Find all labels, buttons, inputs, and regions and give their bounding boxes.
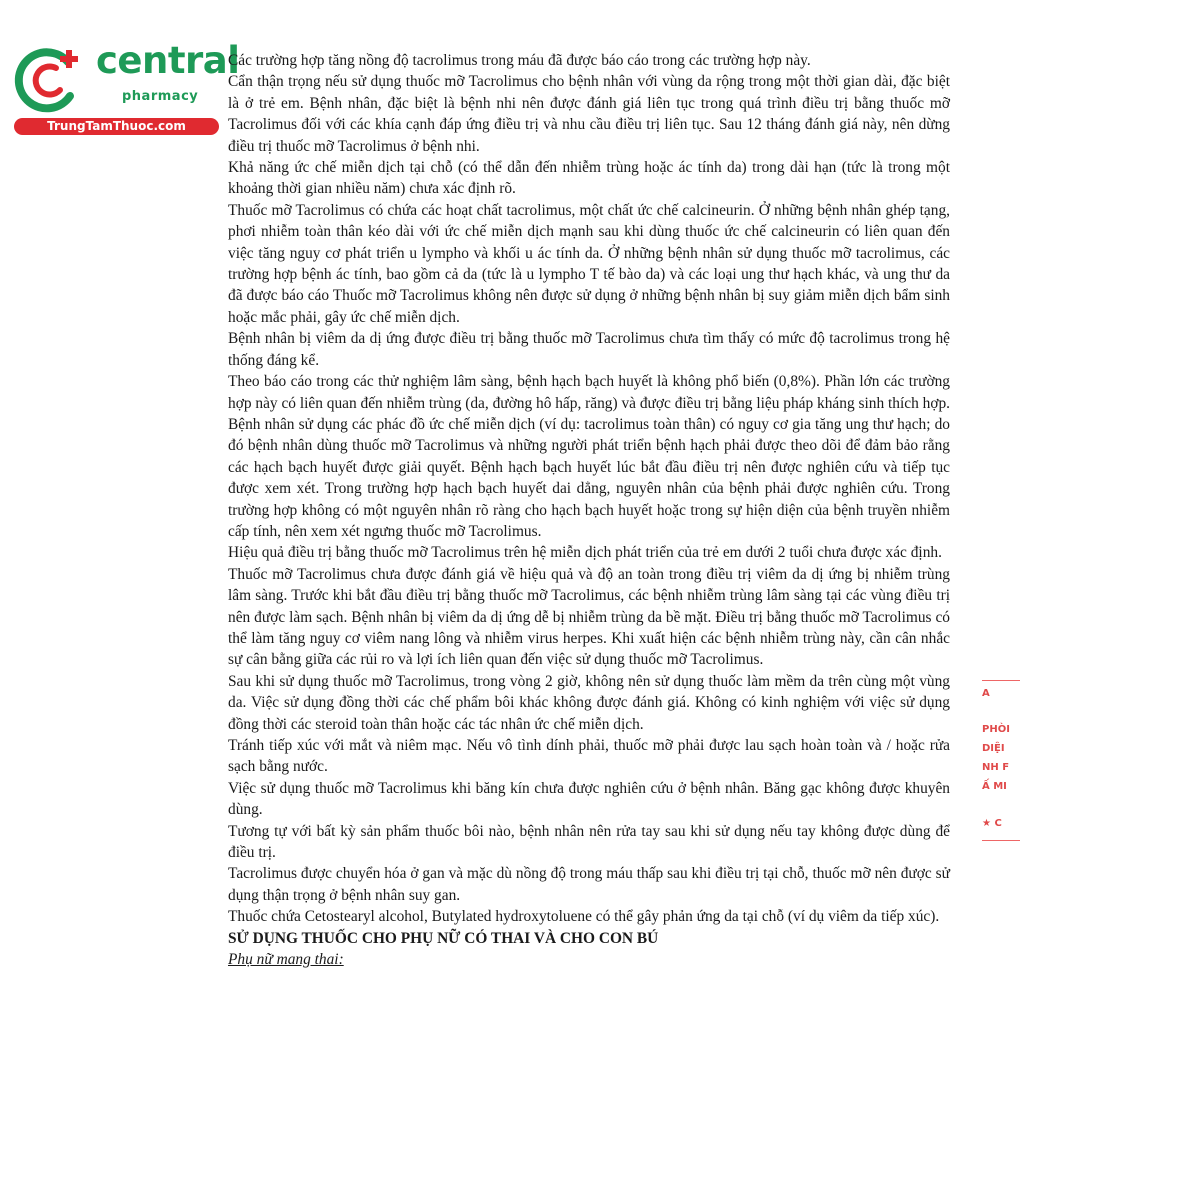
subheading: Phụ nữ mang thai: (228, 951, 344, 969)
paragraph: Tương tự với bất kỳ sản phẩm thuốc bôi nào, bệnh nhân nên rửa tay sau khi sử dụng nếu tay không được dùng để điều trị. (228, 822, 950, 862)
paragraph: Tacrolimus được chuyển hóa ở gan và mặc dù nồng độ trong máu thấp sau khi điều trị tại chỗ, thuốc mỡ nên được sử dụng thận trọng ở bệnh nhân suy gan. (228, 865, 950, 904)
paragraph: Việc sử dụng thuốc mỡ Tacrolimus khi băng kín chưa được nghiên cứu ở bệnh nhân. Băng gạc không được khuyên dùng. (228, 779, 950, 819)
stamp-text: ★ C (982, 818, 1002, 829)
red-stamp-fragment (982, 680, 1022, 850)
stamp-text: A (982, 688, 990, 699)
paragraph: Khả năng ức chế miễn dịch tại chỗ (có thể dẫn đến nhiễm trùng hoặc ác tính da) trong dài hạn (tức là trong một khoảng thời gian nhiều năm) chưa xác định rõ. (228, 159, 950, 198)
stamp-text: Ấ MI (982, 781, 1007, 792)
paragraph: Thuốc chứa Cetostearyl alcohol, Butylated hydroxytoluene có thể gây phản ứng da tại chỗ (ví dụ viêm da tiếp xúc). (228, 908, 940, 926)
stamp-text: PHÒI (982, 724, 1010, 735)
document-body (228, 50, 950, 970)
paragraph: Sau khi sử dụng thuốc mỡ Tacrolimus, trong vòng 2 giờ, không nên sử dụng thuốc làm mềm da trên cùng một vùng da. Việc sử dụng đồng thời các chế phẩm bôi khác không được đánh giá. Không có kinh nghiệm với việc sử dụng đồng thời các steroid toàn thân hoặc các tác nhân ức chế miễn dịch. (228, 672, 950, 733)
paragraph: Hiệu quả điều trị bằng thuốc mỡ Tacrolimus trên hệ miễn dịch phát triển của trẻ em dưới 2 tuổi chưa được xác định. (228, 544, 942, 562)
paragraph: Bệnh nhân bị viêm da dị ứng được điều trị bằng thuốc mỡ Tacrolimus chưa tìm thấy có mức độ tacrolimus trong hệ thống đáng kể. (228, 330, 950, 369)
central-pharmacy-logo (10, 39, 240, 140)
logo-subtitle: pharmacy (122, 89, 199, 104)
logo-name: central (96, 39, 240, 82)
logo-website-banner: TrungTamThuoc.com (14, 118, 219, 135)
paragraph: Cẩn thận trọng nếu sử dụng thuốc mỡ Tacrolimus cho bệnh nhân với vùng da rộng trong một thời gian dài, đặc biệt là ở trẻ em. Bệnh nhân, đặc biệt là bệnh nhi nên được đánh giá liên tục trong quá trình điều trị bằng thuốc mỡ Tacrolimus đối với các khía cạnh đáp ứng điều trị và nhu cầu điều trị liên tục. Sau 12 tháng đánh giá này, nên dừng điều trị thuốc mỡ Tacrolimus ở bệnh nhi. (228, 73, 950, 155)
section-heading: SỬ DỤNG THUỐC CHO PHỤ NỮ CÓ THAI VÀ CHO CON BÚ (228, 929, 659, 947)
stamp-border (982, 840, 1020, 841)
paragraph: Thuốc mỡ Tacrolimus có chứa các hoạt chất tacrolimus, một chất ức chế calcineurin. Ở những bệnh nhân ghép tạng, phơi nhiễm toàn thân kéo dài với ức chế miễn dịch mạnh sau khi dùng thuốc ức chế calcineurin có liên quan đến việc tăng nguy cơ phát triển u lympho và khối u ác tính da. Ở những bệnh nhân sử dụng thuốc mỡ tacrolimus, các trường hợp bệnh ác tính, bao gồm cả da (tức là u lympho T tế bào da) và các loại ung thư hạch khác, và ung thư da đã được báo cáo Thuốc mỡ Tacrolimus không nên được sử dụng ở những bệnh nhân bị suy giảm miễn dịch bẩm sinh hoặc mắc phải, gây ức chế miễn dịch. (228, 201, 950, 326)
central-logo-icon (10, 40, 92, 122)
paragraph: Theo báo cáo trong các thử nghiệm lâm sàng, bệnh hạch bạch huyết là không phổ biến (0,8%). Phần lớn các trường hợp này có liên quan đến nhiễm trùng (da, đường hô hấp, răng) và được điều trị bằng liệu pháp kháng sinh thích hợp. Bệnh nhân sử dụng các phác đồ ức chế miễn dịch (ví dụ: tacrolimus toàn thân) có nguy cơ gia tăng ung thư hạch; do đó bệnh nhân dùng thuốc mỡ Tacrolimus và những người phát triển bệnh hạch phải được theo dõi để đảm bảo rằng các hạch bạch huyết được giải quyết. Bệnh hạch bạch huyết lúc bắt đầu điều trị nên được nghiên cứu và tiếp tục được xem xét. Trong trường hợp hạch bạch huyết dai dẳng, nguyên nhân của bệnh phải được nghiên cứu. Trong trường hợp không có một nguyên nhân rõ ràng cho hạch bạch huyết hoặc trong sự hiện diện của bệnh truyền nhiễm cấp tính, nên xem xét ngưng thuốc mỡ Tacrolimus. (228, 373, 950, 540)
paragraph: Các trường hợp tăng nồng độ tacrolimus trong máu đã được báo cáo trong các trường hợp này. (228, 52, 811, 69)
stamp-text: NH F (982, 762, 1010, 773)
paragraph: Tránh tiếp xúc với mắt và niêm mạc. Nếu vô tình dính phải, thuốc mỡ phải được lau sạch hoàn toàn và / hoặc rửa sạch bằng nước. (228, 737, 950, 776)
stamp-text: DIỆI (982, 743, 1005, 754)
stamp-border (982, 680, 1020, 681)
paragraph: Thuốc mỡ Tacrolimus chưa được đánh giá về hiệu quả và độ an toàn trong điều trị viêm da dị ứng bị nhiễm trùng lâm sàng. Trước khi bắt đầu điều trị bằng thuốc mỡ Tacrolimus, các bệnh nhiễm trùng lâm sàng tại các vùng điều trị nên được làm sạch. Bệnh nhân bị viêm da dị ứng dễ bị nhiễm trùng da bề mặt. Điều trị bằng thuốc mỡ Tacrolimus có thể làm tăng nguy cơ viêm nang lông và nhiễm virus herpes. Khi xuất hiện các bệnh nhiễm trùng này, cần cân nhắc sự cân bằng giữa các rủi ro và lợi ích liên quan đến việc sử dụng thuốc mỡ Tacrolimus. (228, 565, 950, 669)
